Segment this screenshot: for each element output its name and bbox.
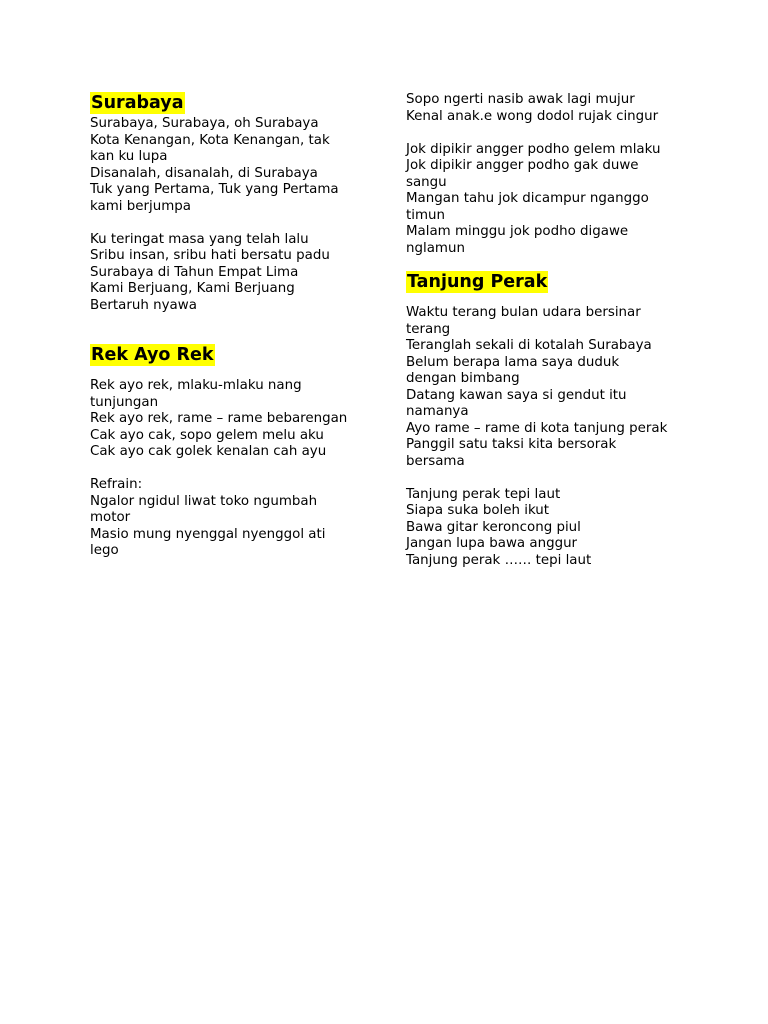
- rek-ayo-rek-title: Rek Ayo Rek: [91, 345, 214, 365]
- lyric-line: Panggil satu taksi kita bersorak: [406, 437, 617, 452]
- lyric-line: Waktu terang bulan udara bersinar: [406, 305, 641, 320]
- lyric-line: Bertaruh nyawa: [90, 297, 197, 313]
- blank-line: [406, 470, 686, 487]
- tanjung-perak-heading-wrap: [406, 271, 686, 295]
- tanjung-perak-stanza-2: [406, 487, 686, 570]
- rek-ayo-rek-stanza-2: [90, 477, 370, 560]
- lyric-line: Ayo rame – rame di kota tanjung perak: [406, 420, 668, 436]
- tanjung-perak-title: Tanjung Perak: [407, 272, 548, 292]
- lyric-line: kan ku lupa: [90, 149, 168, 164]
- surabaya-stanza-2: [90, 232, 370, 315]
- lyric-line: sangu: [406, 174, 447, 190]
- lyric-line: Jok dipikir angger podho gak duwe: [406, 158, 639, 173]
- surabaya-heading-wrap: [90, 92, 370, 116]
- lyric-line: Kenal anak.e wong dodol rujak cingur: [406, 108, 659, 124]
- lyric-line: Rek ayo rek, rame – rame bebarengan: [90, 411, 348, 426]
- lyric-line: Datang kawan saya si gendut itu: [406, 387, 627, 403]
- lyric-line: timun: [406, 207, 445, 223]
- lyric-line: Sribu insan, sribu hati bersatu padu: [90, 248, 330, 263]
- lyric-line: Surabaya di Tahun Empat Lima: [90, 264, 299, 280]
- lyric-line: Tanjung perak …… tepi laut: [406, 552, 592, 568]
- lyric-line: Teranglah sekali di kotalah Surabaya: [406, 338, 652, 353]
- lyric-line: bersama: [406, 453, 465, 469]
- lyric-line: Jok dipikir angger podho gelem mlaku: [406, 141, 661, 157]
- lyric-line: Belum berapa lama saya duduk: [406, 354, 620, 370]
- lyric-line: Rek ayo rek, mlaku-mlaku nang: [90, 378, 302, 393]
- lyric-line: nglamun: [406, 240, 465, 256]
- lyric-line: dengan bimbang: [406, 371, 520, 386]
- rek-ayo-rek-stanza-4: [406, 142, 686, 258]
- lyric-line: Mangan tahu jok dicampur nganggo: [406, 191, 649, 206]
- lyric-line: Disanalah, disanalah, di Surabaya: [90, 165, 318, 181]
- lyric-line: Tuk yang Pertama, Tuk yang Pertama: [90, 182, 339, 197]
- lyric-line: tunjungan: [90, 394, 159, 410]
- rek-ayo-rek-stanza-3: [406, 92, 686, 125]
- lyric-line: Ngalor ngidul liwat toko ngumbah: [90, 493, 318, 509]
- lyric-line: Jangan lupa bawa anggur: [406, 536, 578, 551]
- lyric-line: Sopo ngerti nasib awak lagi mujur: [406, 92, 635, 107]
- lyric-line: Ku teringat masa yang telah lalu: [90, 231, 309, 247]
- lyric-line: Refrain:: [90, 477, 143, 492]
- lyric-line: Tanjung perak tepi laut: [406, 486, 561, 502]
- rek-ayo-rek-stanza-1: [90, 378, 370, 461]
- surabaya-stanza-1: [90, 116, 370, 215]
- lyric-line: kami berjumpa: [90, 198, 191, 214]
- lyric-line: Kami Berjuang, Kami Berjuang: [90, 281, 295, 296]
- blank-line: [90, 461, 370, 478]
- left-column: [90, 92, 370, 560]
- heading-gap: [406, 295, 686, 305]
- lyric-line: namanya: [406, 404, 469, 419]
- right-column: [406, 92, 686, 569]
- section-gap: [406, 257, 686, 271]
- lyric-line: Bawa gitar keroncong piul: [406, 519, 581, 535]
- section-gap: [90, 314, 370, 344]
- lyric-line: terang: [406, 321, 451, 337]
- lyric-line: Siapa suka boleh ikut: [406, 503, 550, 518]
- lyric-line: Cak ayo cak, sopo gelem melu aku: [90, 427, 324, 443]
- surabaya-title: Surabaya: [91, 93, 184, 113]
- lyric-line: Cak ayo cak golek kenalan cah ayu: [90, 444, 327, 459]
- lyric-line: Kota Kenangan, Kota Kenangan, tak: [90, 132, 330, 148]
- blank-line: [90, 215, 370, 232]
- blank-line: [406, 125, 686, 142]
- heading-gap: [90, 368, 370, 378]
- lyric-line: lego: [90, 543, 119, 558]
- lyric-line: Malam minggu jok podho digawe: [406, 224, 629, 239]
- lyric-line: Masio mung nyenggal nyenggol ati: [90, 526, 326, 542]
- lyric-line: Surabaya, Surabaya, oh Surabaya: [90, 116, 319, 131]
- rek-ayo-rek-heading-wrap: [90, 344, 370, 368]
- lyric-line: motor: [90, 510, 131, 525]
- tanjung-perak-stanza-1: [406, 305, 686, 470]
